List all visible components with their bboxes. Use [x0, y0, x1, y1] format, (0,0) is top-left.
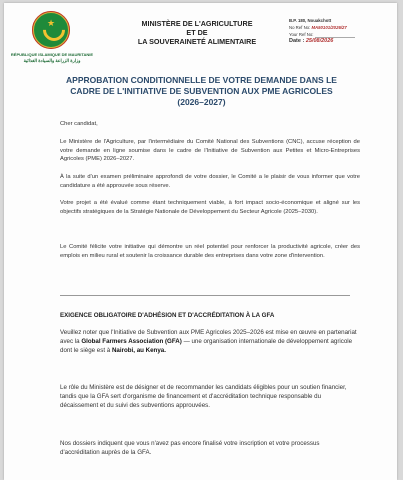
section-p1-text-b: — une organisation internationale de développement agricole dont le siège est à [60, 338, 353, 355]
reference-block [289, 17, 394, 45]
title-line-2: CADRE DE L'INITIATIVE DE SUBVENTION AUX PME AGRICOLES [70, 86, 333, 96]
paragraph-4: Le Comité félicite votre initiative qui démontre un réel potentiel pour renforcer la productivité agricole, créer des emplois en milieu rural et soutenir la croissance durable des entreprises dans votre zone d'intervention. [60, 244, 360, 259]
title-line-1: APPROBATION CONDITIONNELLE DE VOTRE DEMANDE DANS LE [66, 75, 337, 85]
section-p1-text-a: Veuillez noter que l'Initiative de Subvention aux PME Agricoles 2025–2026 est mise en œuvre en partenariat avec la [60, 329, 357, 346]
letter-title [24, 75, 379, 108]
ref-line [289, 24, 394, 31]
ref-value: MA50101/2026/27 [311, 25, 347, 30]
postal-box: B.P. 180, Nouakchott [289, 18, 332, 23]
paragraph-2: À la suite d'un examen préliminaire approfondi de votre dossier, le Comité a le plaisir de vous informer que votre candidature a été approuvée sous réserve. [60, 174, 360, 189]
section-divider [60, 295, 350, 296]
letter-header [4, 3, 397, 65]
date-value: 25/08/2026 [305, 38, 334, 44]
republic-name-fr: RÉPUBLIQUE ISLAMIQUE DE MAURITANIE [10, 52, 94, 57]
your-ref-line [289, 31, 394, 38]
salutation: Cher candidat, [60, 121, 98, 127]
ministry-line-3: LA SOUVERAINETÉ ALIMENTAIRE [137, 37, 257, 46]
ministry-name-ar: وزارة الزراعة والسيادة الغذائية [23, 58, 81, 63]
title-line-3: (2026–2027) [177, 97, 226, 107]
paragraph-3: Votre projet a été évalué comme étant techniquement viable, à fort impact socio-économique et aligné sur les objectifs stratégiques de la Stratégie Nationale de Développement du Secteur Agricole (2025–2030). [60, 200, 360, 215]
section-paragraph-3: Nos dossiers indiquent que vous n'avez pas encore finalisé votre inscription et votre processus d'accréditation auprès de la GFA. [60, 440, 320, 457]
ministry-line-1: MINISTÈRE DE L'AGRICULTURE [141, 19, 253, 28]
national-emblem-icon [32, 11, 70, 49]
your-ref-label: Your Ref No: [289, 32, 314, 37]
ministry-line-2: ET DE [186, 28, 208, 37]
date-line [289, 38, 394, 45]
section-paragraph-1 [60, 328, 360, 356]
ministry-name [122, 19, 272, 46]
section-heading: EXIGENCE OBLIGATOIRE D'ADHÉSION ET D'ACCRÉDITATION À LA GFA [60, 312, 275, 319]
paragraph-1: Le Ministère de l'Agriculture, par l'intermédiaire du Comité National des Subventions (CNC), accuse réception de votre demande en ligne soumise dans le cadre de l'Initiative de Subvention aux Petites et Micro-Entreprises Agricoles (PME) 2026–2027. [60, 139, 360, 163]
gfa-name: Global Farmers Association (GFA) [81, 338, 182, 346]
letter-page [4, 3, 397, 480]
section-paragraph-2: Le rôle du Ministère est de désigner et de recommander les candidats éligibles pour un soutien financier, tandis que la GFA sert d'organisme de financement et d'accréditation technique responsable du décaissement et du suivi des subventions approuvées. [60, 384, 347, 410]
ref-label: No Ref No: [289, 25, 311, 30]
gfa-location: Nairobi, au Kenya. [111, 347, 166, 355]
date-label: Date : [289, 38, 305, 44]
